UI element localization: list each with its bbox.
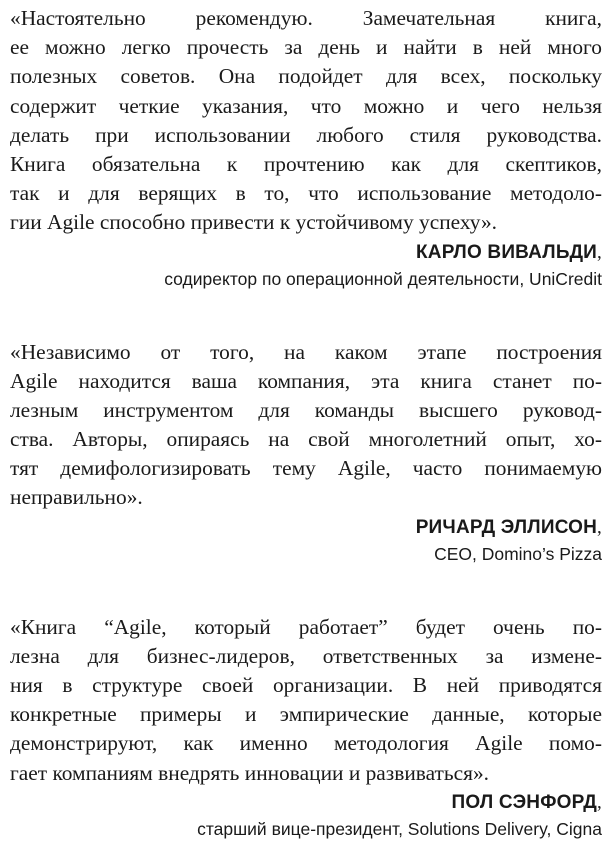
author-comma: , xyxy=(597,791,602,813)
review-1 xyxy=(10,4,602,292)
quote-line: ства. Авторы, опираясь на свой многолетний опыт, хо- xyxy=(10,427,602,452)
review-author xyxy=(10,239,602,266)
quote-line: тят демифологизировать тему Agile, часто понимаемую xyxy=(10,456,602,481)
spacer xyxy=(10,567,602,613)
review-author xyxy=(10,789,602,816)
spacer xyxy=(10,292,602,338)
review-3 xyxy=(10,613,602,842)
quote-line: неправильно». xyxy=(10,485,143,510)
review-2 xyxy=(10,338,602,567)
author-comma: , xyxy=(597,241,602,263)
quote-line: «Независимо от того, на каком этапе построения xyxy=(10,339,602,364)
quote-line: содержит четкие указания, что можно и чего нельзя xyxy=(10,93,602,118)
quote-line: гии Agile способно привести к устойчивому успеху». xyxy=(10,210,498,235)
author-role: содиректор по операционной деятельности, UniCredit xyxy=(164,268,602,289)
quote-line: так и для верящих в то, что использование методоло- xyxy=(10,181,602,206)
author-role: CEO, Domino’s Pizza xyxy=(434,543,602,564)
quote-line: гает компаниям внедрять инновации и развиваться». xyxy=(10,760,490,785)
author-name: КАРЛО ВИВАЛЬДИ xyxy=(416,241,598,263)
review-author xyxy=(10,514,602,541)
quote-line: демонстрируют, как именно методология Agile помо- xyxy=(10,731,602,756)
quote-line: ее можно легко прочесть за день и найти в ней много xyxy=(10,35,602,60)
quote-line: полезных советов. Она подойдет для всех, поскольку xyxy=(10,64,602,89)
quote-line: Книга обязательна к прочтению как для скептиков, xyxy=(10,151,602,176)
author-role: старший вице-президент, Solutions Delivery, Cigna xyxy=(197,818,602,839)
quote-line: лезным инструментом для команды высшего руковод- xyxy=(10,397,602,422)
author-name: РИЧАРД ЭЛЛИСОН xyxy=(415,516,598,538)
author-name: ПОЛ СЭНФОРД xyxy=(451,791,598,813)
quote-line: «Настоятельно рекомендую. Замечательная книга, xyxy=(10,6,602,30)
quote-line: «Книга “Agile, который работает” будет очень по- xyxy=(10,614,602,639)
page xyxy=(10,4,602,842)
quote-line: Agile находится ваша компания, эта книга станет по- xyxy=(10,368,602,393)
quote-line: делать при использовании любого стиля руководства. xyxy=(10,122,602,147)
quote-line: конкретные примеры и эмпирические данные, которые xyxy=(10,702,602,727)
quote-line: ния в структуре своей организации. В ней приводятся xyxy=(10,673,602,697)
author-comma: , xyxy=(597,516,602,538)
quote-line: лезна для бизнес-лидеров, ответственных за измене- xyxy=(10,643,602,668)
